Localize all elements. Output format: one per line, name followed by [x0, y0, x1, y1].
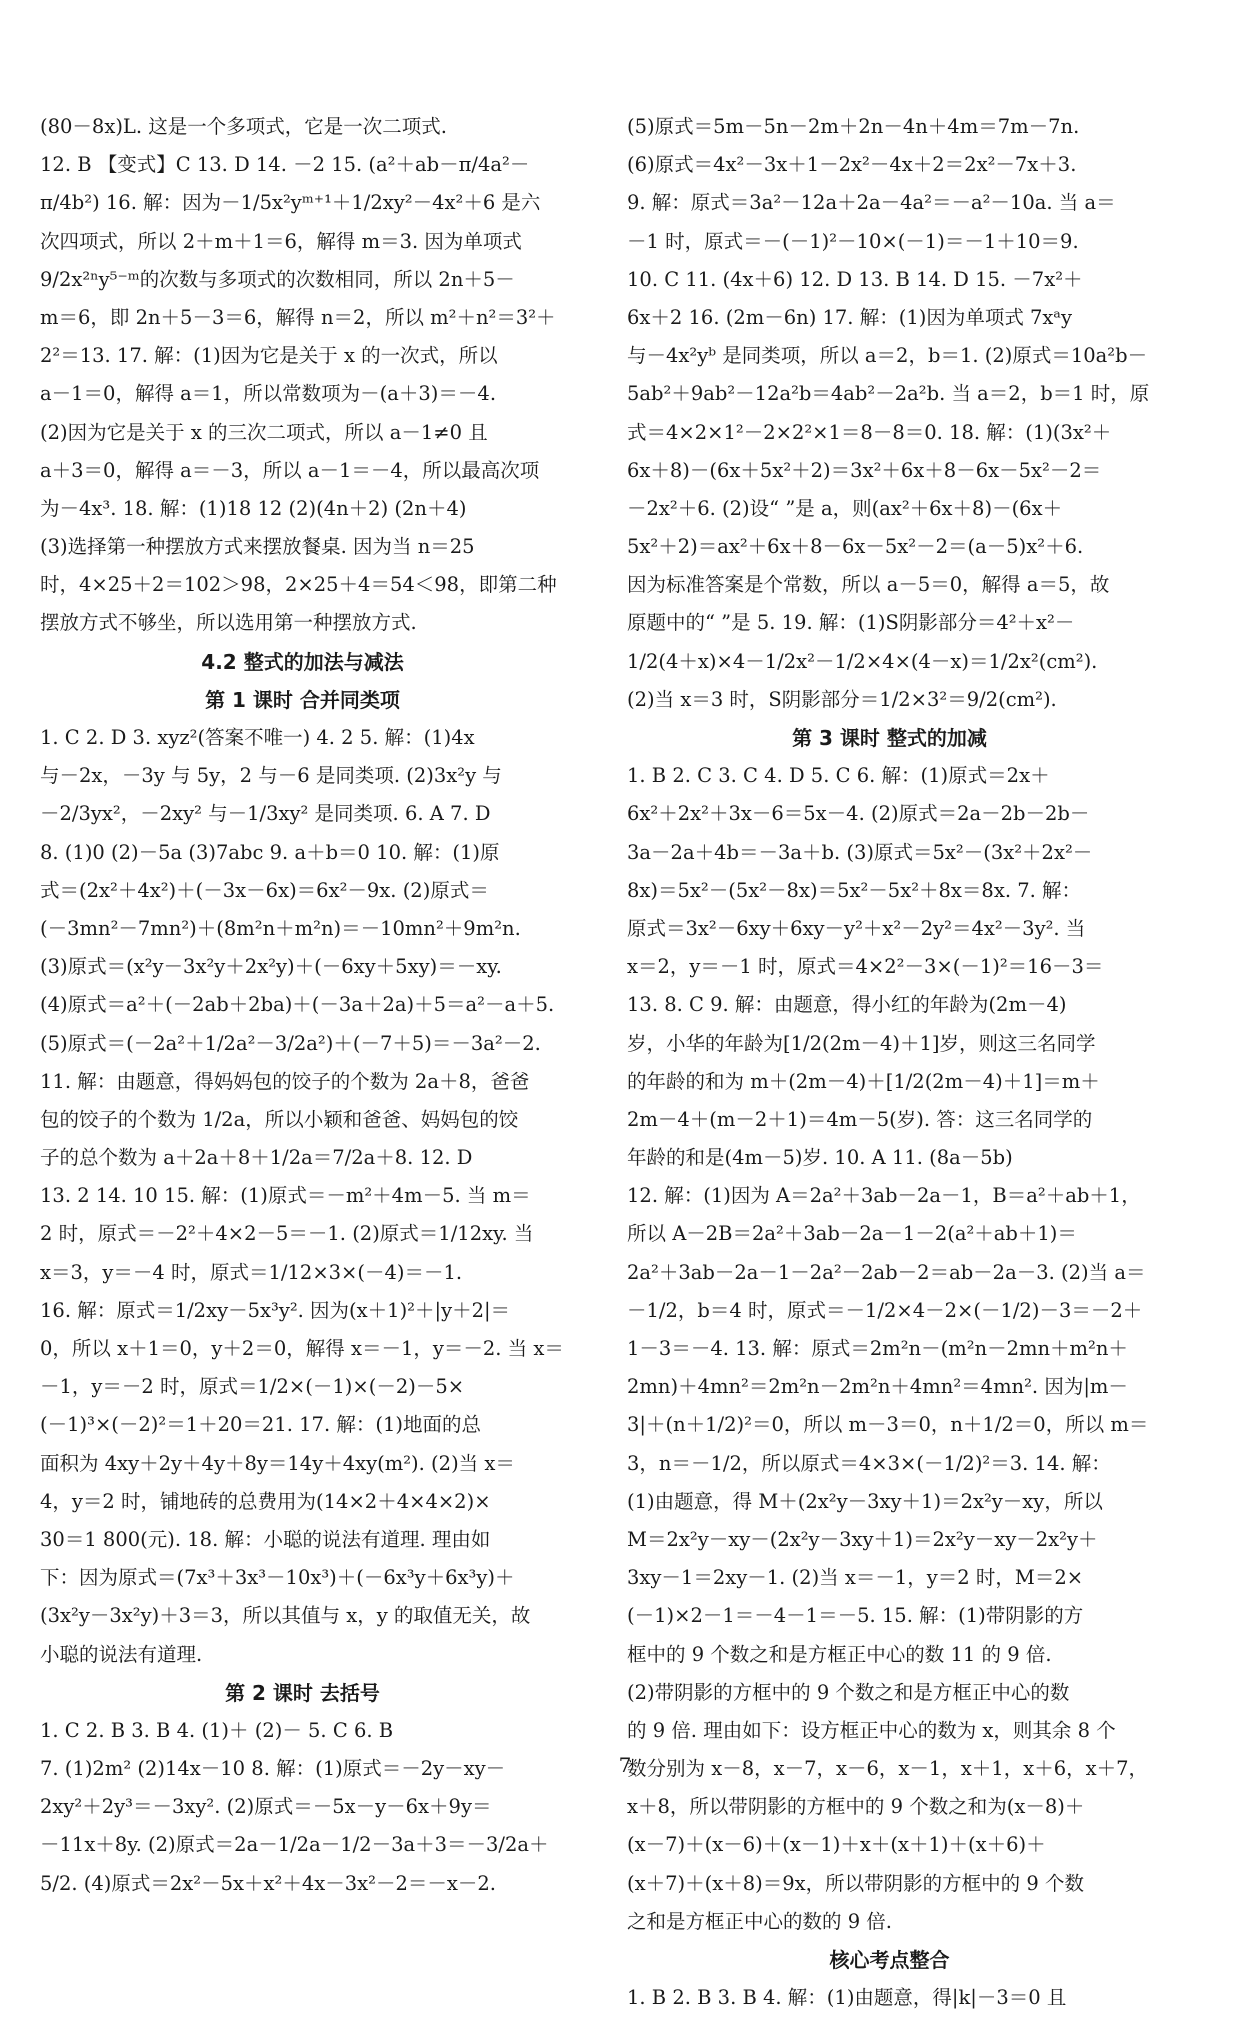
text-line: (80－8x)L. 这是一个多项式，它是一次二项式. [40, 115, 447, 138]
text-line: 11. 解：由题意，得妈妈包的饺子的个数为 2a＋8，爸爸 [40, 1069, 530, 1093]
text-line: 3|＋(n＋1/2)²＝0，所以 m－3＝0，n＋1/2＝0，所以 m＝ [627, 1413, 1149, 1437]
text-line: 6x＋2 16. (2m－6n) 17. 解：(1)因为单项式 7xᵃy [627, 305, 1072, 329]
text-line: 所以 A－2B＝2a²＋3ab－2a－1－2(a²＋ab＋1)＝ [627, 1222, 1077, 1246]
text-line: x＋8，所以带阴影的方框中的 9 个数之和为(x－8)＋ [627, 1795, 1085, 1819]
text-line: 13. 8. C 9. 解：由题意，得小红的年龄为(2m－4) [627, 993, 1067, 1017]
text-line: 13. 2 14. 10 15. 解：(1)原式＝－m²＋4m－5. 当 m＝ [40, 1184, 531, 1208]
text-line: m＝6，即 2n＋5－3＝6，解得 n＝2，所以 m²＋n²＝3²＋ [40, 305, 556, 329]
text-line: 5x²＋2)＝ax²＋6x＋8－6x－5x²－2＝(a－5)x²＋6. [627, 535, 1084, 559]
text-line: 12. 解：(1)因为 A＝2a²＋3ab－2a－1，B＝a²＋ab＋1， [627, 1184, 1141, 1208]
text-line: 3，n＝－1/2，所以原式＝4×3×(－1/2)²＝3. 14. 解： [627, 1451, 1111, 1475]
text-line: 2²＝13. 17. 解：(1)因为它是关于 x 的一次式，所以 [40, 344, 498, 368]
text-line: 数分别为 x－8，x－7，x－6，x－1，x＋1，x＋6，x＋7， [627, 1757, 1149, 1781]
text-line: 1－3＝－4. 13. 解：原式＝2m²n－(m²n－2mn＋m²n＋ [627, 1337, 1128, 1360]
text-line: π/4b²) 16. 解：因为－1/5x²yᵐ⁺¹＋1/2xy²－4x²＋6 是六 [40, 191, 541, 215]
text-line: (3)选择第一种摆放方式来摆放餐桌. 因为当 n＝25 [40, 535, 475, 559]
text-line: 2xy²＋2y³＝－3xy². (2)原式＝－5x－y－6x＋9y＝ [40, 1795, 492, 1819]
text-line: a＋3＝0，解得 a＝－3，所以 a－1＝－4，所以最高次项 [40, 458, 540, 482]
text-line: 1. B 2. C 3. C 4. D 5. C 6. 解：(1)原式＝2x＋ [627, 764, 1050, 788]
text-line: 式＝(2x²＋4x²)＋(－3x－6x)＝6x²－9x. (2)原式＝ [40, 878, 489, 902]
text-line: 1. C 2. B 3. B 4. (1)＋ (2)－ 5. C 6. B [40, 1718, 394, 1742]
text-line: (3)原式＝(x²y－3x²y＋2x²y)＋(－6xy＋5xy)＝－xy. [40, 955, 502, 979]
text-line: 9. 解：原式＝3a²－12a＋2a－4a²＝－a²－10a. 当 a＝ [627, 191, 1116, 215]
section-heading: 核心考点整合 [829, 1948, 950, 1972]
right-column [627, 108, 1152, 2017]
text-line: x＝3，y＝－4 时，原式＝1/12×3×(－4)＝－1. [40, 1260, 463, 1284]
text-line: 6x²＋2x²＋3x－6＝5x－4. (2)原式＝2a－2b－2b－ [627, 802, 1090, 826]
text-line: 16. 解：原式＝1/2xy－5x³y². 因为(x＋1)²＋|y＋2|＝ [40, 1298, 511, 1322]
text-line: (3x²y－3x²y)＋3＝3，所以其值与 x，y 的取值无关，故 [40, 1604, 531, 1628]
text-line: 式＝4×2×1²－2×2²×1＝8－8＝0. 18. 解：(1)(3x²＋ [627, 420, 1112, 444]
text-line: －2/3yx²，－2xy² 与－1/3xy² 是同类项. 6. A 7. D [40, 802, 491, 826]
text-line: M＝2x²y－xy－(2x²y－3xy＋1)＝2x²y－xy－2x²y＋ [627, 1527, 1098, 1551]
text-line: 原式＝3x²－6xy＋6xy－y²＋x²－2y²＝4x²－3y². 当 [627, 916, 1086, 940]
text-line: (x＋7)＋(x＋8)＝9x，所以带阴影的方框中的 9 个数 [627, 1871, 1084, 1895]
text-line: (－1)³×(－2)²＝1＋20＝21. 17. 解：(1)地面的总 [40, 1413, 481, 1437]
text-line: 2a²＋3ab－2a－1－2a²－2ab－2＝ab－2a－3. (2)当 a＝ [627, 1260, 1146, 1284]
text-line: (x－7)＋(x－6)＋(x－1)＋x＋(x＋1)＋(x＋6)＋ [627, 1833, 1046, 1857]
text-line: (2)当 x＝3 时，S阴影部分＝1/2×3²＝9/2(cm²). [627, 687, 1057, 711]
text-line: 包的饺子的个数为 1/2a，所以小颖和爸爸、妈妈包的饺 [40, 1107, 519, 1131]
section-heading: 4.2 整式的加法与减法 [201, 649, 404, 674]
text-line: a－1＝0，解得 a＝1，所以常数项为－(a＋3)＝－4. [40, 382, 497, 406]
text-line: 12. B 【变式】C 13. D 14. －2 15. (a²＋ab－π/4a²－ [40, 153, 530, 177]
left-column [40, 108, 565, 1903]
text-line: 岁，小华的年龄为[1/2(2m－4)＋1]岁，则这三名同学 [627, 1031, 1096, 1055]
text-line: 次四项式，所以 2＋m＋1＝6，解得 m＝3. 因为单项式 [40, 229, 522, 253]
section-heading: 第 2 课时 去括号 [225, 1680, 380, 1705]
text-line: (5)原式＝5m－5n－2m＋2n－4n＋4m＝7m－7n. [627, 115, 1080, 138]
text-line: 与－4x²yᵇ 是同类项，所以 a＝2，b＝1. (2)原式＝10a²b－ [627, 344, 1148, 368]
text-line: (6)原式＝4x²－3x＋1－2x²－4x＋2＝2x²－7x＋3. [627, 153, 1077, 177]
text-line: 3xy－1＝2xy－1. (2)当 x＝－1，y＝2 时，M＝2× [627, 1566, 1084, 1590]
text-line: 1. C 2. D 3. xyz²(答案不唯一) 4. 2 5. 解：(1)4x [40, 726, 475, 749]
text-line: 摆放方式不够坐，所以选用第一种摆放方式. [40, 611, 417, 635]
text-line: (－1)×2－1＝－4－1＝－5. 15. 解：(1)带阴影的方 [627, 1604, 1084, 1628]
text-line: 面积为 4xy＋2y＋4y＋8y＝14y＋4xy(m²). (2)当 x＝ [40, 1451, 515, 1475]
text-line: 时，4×25＋2＝102＞98，2×25＋4＝54＜98，即第二种 [40, 573, 557, 597]
text-line: 1/2(4＋x)×4－1/2x²－1/2×4×(4－x)＝1/2x²(cm²). [627, 649, 1098, 673]
text-line: 为－4x³. 18. 解：(1)18 12 (2)(4n＋2) (2n＋4) [40, 496, 467, 520]
text-line: 6x＋8)－(6x＋5x²＋2)＝3x²＋6x＋8－6x－5x²－2＝ [627, 458, 1102, 482]
text-line: 8. (1)0 (2)－5a (3)7abc 9. a＋b＝0 10. 解：(1)原 [40, 840, 500, 864]
text-line: 与－2x，－3y 与 5y，2 与－6 是同类项. (2)3x²y 与 [40, 764, 502, 788]
text-line: 的 9 倍. 理由如下：设方框正中心的数为 x，则其余 8 个 [627, 1718, 1116, 1742]
text-line: －11x＋8y. (2)原式＝2a－1/2a－1/2－3a＋3＝－3/2a＋ [40, 1833, 549, 1857]
text-line: 10. C 11. (4x＋6) 12. D 13. B 14. D 15. －7x²＋ [627, 267, 1083, 291]
text-line: 年龄的和是(4m－5)岁. 10. A 11. (8a－5b) [627, 1146, 1013, 1170]
text-line: 30＝1 800(元). 18. 解：小聪的说法有道理. 理由如 [40, 1527, 491, 1551]
text-line: －1，y＝－2 时，原式＝1/2×(－1)×(－2)－5× [40, 1375, 465, 1399]
text-line: 1. B 2. B 3. B 4. 解：(1)由题意，得|k|－3＝0 且 [627, 1986, 1067, 2010]
text-line: －2x²＋6. (2)设“ ”是 a，则(ax²＋6x＋8)－(6x＋ [627, 496, 1063, 520]
text-line: 原题中的“ ”是 5. 19. 解：(1)S阴影部分＝4²＋x²－ [627, 611, 1075, 635]
text-line: (4)原式＝a²＋(－2ab＋2ba)＋(－3a＋2a)＋5＝a²－a＋5. [40, 993, 555, 1017]
text-line: 5/2. (4)原式＝2x²－5x＋x²＋4x－3x²－2＝－x－2. [40, 1871, 496, 1895]
text-line: 2m－4＋(m－2＋1)＝4m－5(岁). 答：这三名同学的 [627, 1107, 1093, 1131]
text-line: (5)原式＝(－2a²＋1/2a²－3/2a²)＋(－7＋5)＝－3a²－2. [40, 1031, 541, 1055]
section-heading: 第 3 课时 整式的加减 [792, 726, 987, 750]
text-line: 7. (1)2m² (2)14x－10 8. 解：(1)原式＝－2y－xy－ [40, 1757, 506, 1781]
text-line: 2mn)＋4mn²＝2m²n－2m²n＋4mn²＝4mn². 因为|m－ [627, 1375, 1128, 1399]
page-number: 7 [618, 1753, 632, 1777]
text-line: 3a－2a＋4b＝－3a＋b. (3)原式＝5x²－(3x²＋2x²－ [627, 840, 1093, 864]
text-line: －1 时，原式＝－(－1)²－10×(－1)＝－1＋10＝9. [627, 229, 1079, 253]
text-line: －1/2，b＝4 时，原式＝－1/2×4－2×(－1/2)－3＝－2＋ [627, 1298, 1143, 1322]
text-line: (1)由题意，得 M＋(2x²y－3xy＋1)＝2x²y－xy，所以 [627, 1489, 1103, 1513]
text-line: (2)带阴影的方框中的 9 个数之和是方框正中心的数 [627, 1680, 1070, 1704]
text-line: 2 时，原式＝－2²＋4×2－5＝－1. (2)原式＝1/12xy. 当 [40, 1222, 534, 1246]
text-line: 的年龄的和为 m＋(2m－4)＋[1/2(2m－4)＋1]＝m＋ [627, 1069, 1100, 1093]
section-heading: 第 1 课时 合并同类项 [205, 687, 400, 712]
text-line: 子的总个数为 a＋2a＋8＋1/2a＝7/2a＋8. 12. D [40, 1146, 473, 1170]
text-line: 之和是方框正中心的数的 9 倍. [627, 1909, 893, 1933]
text-line: 8x)＝5x²－(5x²－8x)＝5x²－5x²＋8x＝8x. 7. 解： [627, 878, 1082, 902]
text-line: (2)因为它是关于 x 的三次二项式，所以 a－1≠0 且 [40, 420, 488, 444]
text-line: 4，y＝2 时，铺地砖的总费用为(14×2＋4×4×2)× [40, 1489, 491, 1513]
text-line: 框中的 9 个数之和是方框正中心的数 11 的 9 倍. [627, 1642, 1052, 1666]
text-line: 0，所以 x＋1＝0，y＋2＝0，解得 x＝－1，y＝－2. 当 x＝ [40, 1337, 564, 1360]
text-line: 小聪的说法有道理. [40, 1642, 203, 1666]
text-line: (－3mn²－7mn²)＋(8m²n＋m²n)＝－10mn²＋9m²n. [40, 916, 521, 940]
text-line: x＝2，y＝－1 时，原式＝4×2²－3×(－1)²＝16－3＝ [627, 955, 1104, 979]
text-line: 5ab²＋9ab²－12a²b＝4ab²－2a²b. 当 a＝2，b＝1 时，原 [627, 382, 1150, 406]
text-line: 下：因为原式＝(7x³＋3x³－10x³)＋(－6x³y＋6x³y)＋ [40, 1566, 515, 1590]
text-line: 因为标准答案是个常数，所以 a－5＝0，解得 a＝5，故 [627, 573, 1110, 597]
text-line: 9/2x²ⁿy⁵⁻ᵐ的次数与多项式的次数相同，所以 2n＋5－ [40, 267, 515, 291]
